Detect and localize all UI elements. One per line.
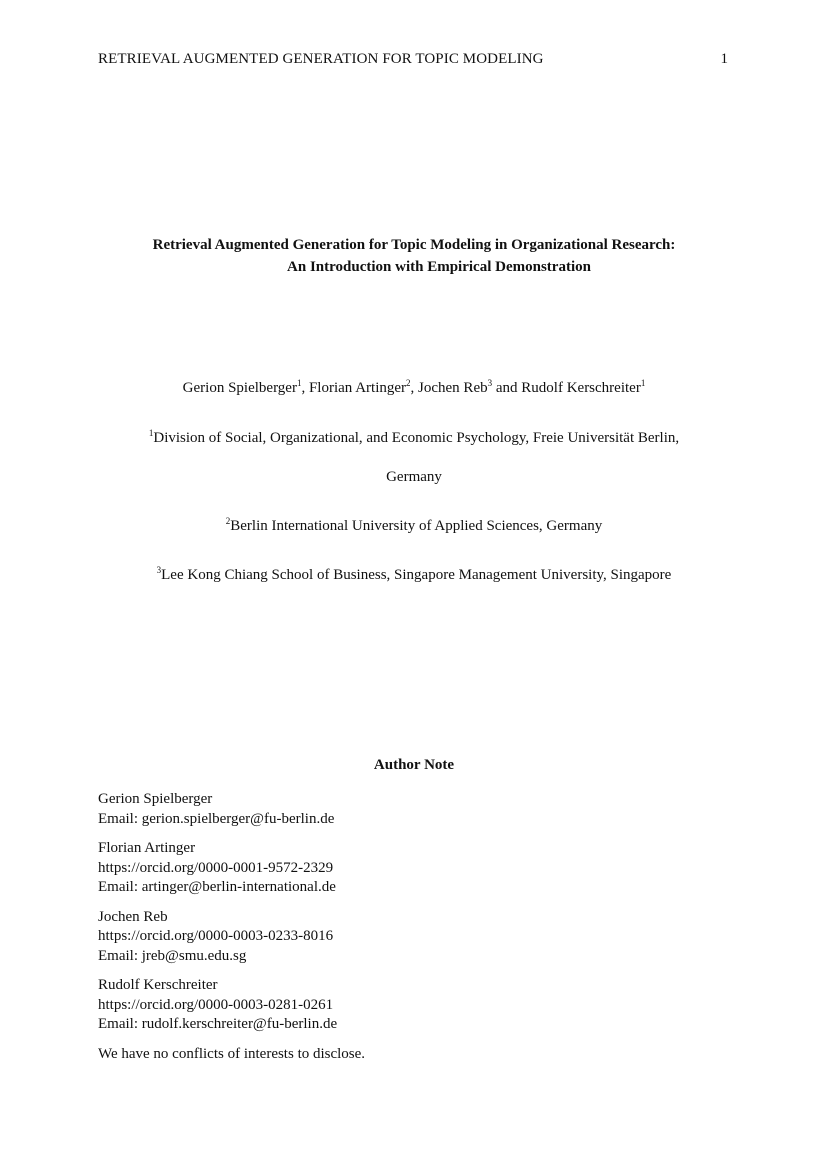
note-author-email: Email: rudolf.kerschreiter@fu-berlin.de	[98, 1016, 338, 1032]
note-author-email: Email: artinger@berlin-international.de	[98, 879, 336, 895]
affiliation-1-continued	[0, 469, 828, 486]
author-name: Florian Artinger	[308, 380, 407, 396]
author-affiliation-marker: 2	[406, 378, 411, 388]
author-note-entry	[98, 908, 738, 967]
author-separator: and	[492, 380, 522, 396]
title-line-2: An Introduction with Empirical Demonstration	[287, 259, 591, 275]
affiliation-marker: 2	[225, 516, 231, 526]
title-line-1: Retrieval Augmented Generation for Topic Modeling in Organizational Research:	[152, 237, 676, 253]
affiliation-1	[0, 430, 828, 447]
affiliation-text: Germany	[386, 469, 442, 485]
note-author-email: Email: gerion.spielberger@fu-berlin.de	[98, 810, 335, 827]
author-note-heading: Author Note	[373, 757, 455, 773]
note-author-orcid: https://orcid.org/0000-0003-0233-8016	[98, 928, 334, 944]
note-author-orcid: https://orcid.org/0000-0003-0281-0261	[98, 996, 334, 1013]
conflict-of-interest-statement: We have no conflicts of interests to disclose.	[98, 1045, 366, 1062]
affiliation-marker: 3	[156, 565, 162, 575]
author-affiliation-marker: 1	[640, 378, 646, 388]
author-name: Gerion Spielberger	[182, 380, 297, 396]
author-note-body	[98, 790, 738, 1064]
author-separator: ,	[410, 380, 419, 396]
affiliation-3	[0, 567, 828, 584]
note-author-name: Gerion Spielberger	[98, 791, 213, 807]
affiliation-2	[0, 518, 828, 535]
note-author-name: Florian Artinger	[98, 840, 196, 856]
paper-title	[0, 234, 828, 278]
page-number: 1	[720, 51, 728, 67]
author-note-entry	[98, 976, 738, 1035]
note-author-name: Rudolf Kerschreiter	[98, 977, 218, 993]
affiliation-text: Berlin International University of Applied Sciences, Germany	[230, 518, 603, 534]
note-author-email: Email: jreb@smu.edu.sg	[98, 947, 247, 964]
affiliation-text: Lee Kong Chiang School of Business, Singapore Management University, Singapore	[161, 567, 672, 583]
author-separator: ,	[301, 380, 309, 396]
running-head: RETRIEVAL AUGMENTED GENERATION FOR TOPIC MODELING	[98, 51, 544, 67]
author-note-entry	[98, 790, 738, 829]
affiliation-text: Division of Social, Organizational, and Economic Psychology, Freie Universität Berlin,	[153, 430, 680, 446]
note-author-name: Jochen Reb	[98, 908, 168, 925]
author-note-entry	[98, 839, 738, 898]
author-list	[0, 380, 828, 397]
author-affiliation-marker: 1	[296, 378, 302, 388]
note-author-orcid: https://orcid.org/0000-0001-9572-2329	[98, 859, 334, 876]
author-name: Rudolf Kerschreiter	[521, 380, 641, 396]
author-affiliation-marker: 3	[487, 378, 493, 388]
author-name: Jochen Reb	[418, 380, 488, 396]
affiliation-marker: 1	[148, 428, 154, 438]
